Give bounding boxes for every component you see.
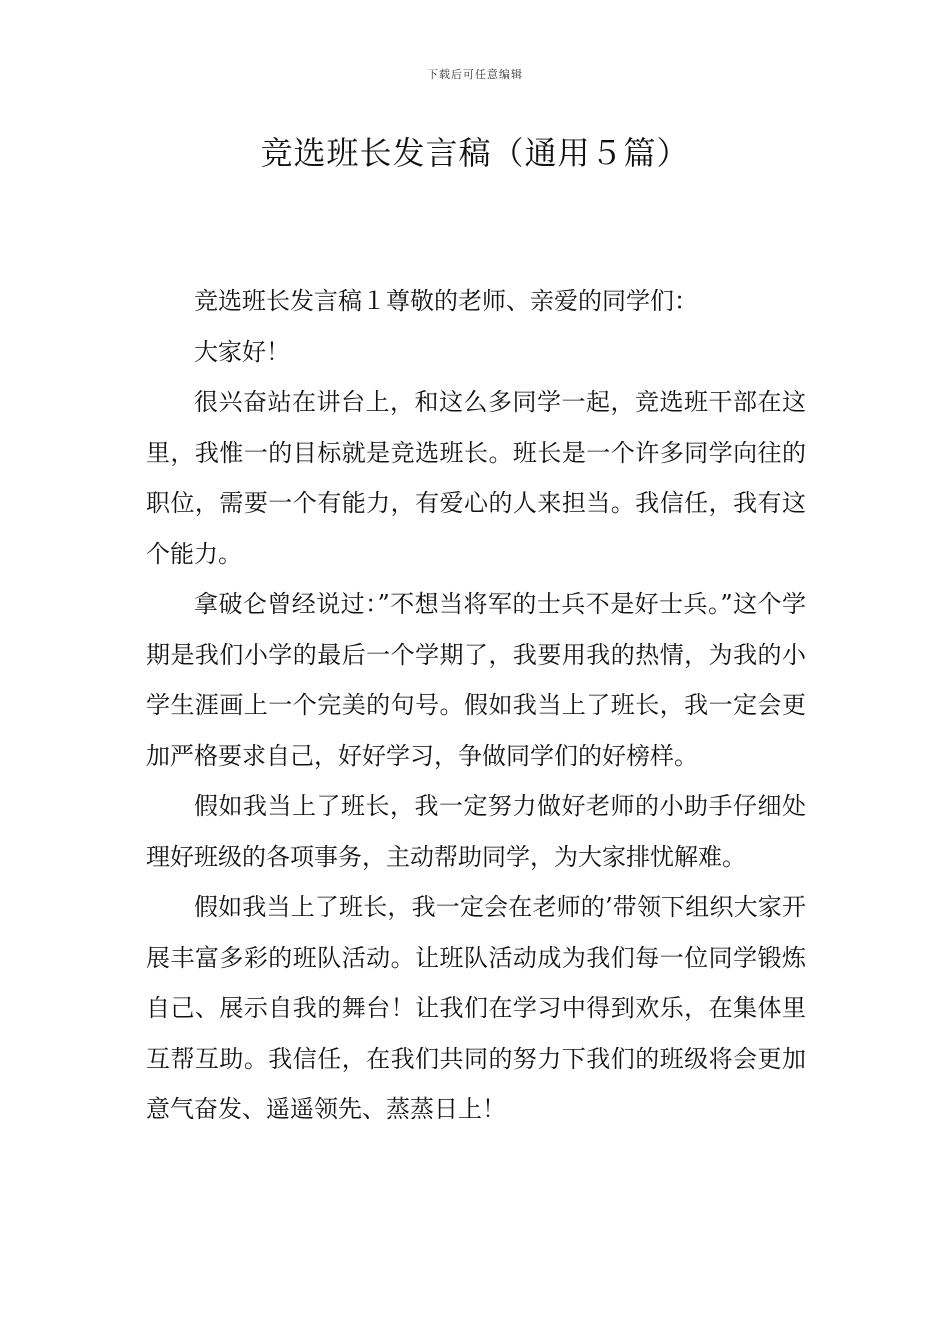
paragraph: 假如我当上了班长，我一定会在老师的’带领下组织大家开展丰富多彩的班队活动。让班队活动成为我们每一位同学锻炼自己、展示自我的舞台！让我们在学习中得到欢乐，在集体里互帮互助。我信任，在我们共同的努力下我们的班级将会更加意气奋发、遥遥领先、蒸蒸日上！ xyxy=(146,893,806,1123)
paragraph: 很兴奋站在讲台上，和这么多同学一起，竞选班干部在这里，我惟一的目标就是竞选班长。班长是一个许多同学向往的职位，需要一个有能力，有爱心的人来担当。我信任，我有这个能力。 xyxy=(146,388,806,568)
paragraph: 假如我当上了班长，我一定努力做好老师的小助手仔细处理好班级的各项事务，主动帮助同学，为大家排忧解难。 xyxy=(146,792,806,871)
paragraph: 拿破仑曾经说过：”不想当将军的士兵不是好士兵。”这个学期是我们小学的最后一个学期了，我要用我的热情，为我的小学生涯画上一个完美的句号。假如我当上了班长，我一定会更加严格要求自己，好好学习，争做同学们的好榜样。 xyxy=(146,590,806,770)
document-body xyxy=(146,276,806,1135)
paragraph: 竞选班长发言稿１尊敬的老师、亲爱的同学们： xyxy=(194,287,698,315)
document-title: 竞选班长发言稿（通用５篇） xyxy=(260,134,690,172)
header-note: 下载后可任意编辑 xyxy=(427,68,523,81)
paragraph: 大家好！ xyxy=(194,337,290,366)
